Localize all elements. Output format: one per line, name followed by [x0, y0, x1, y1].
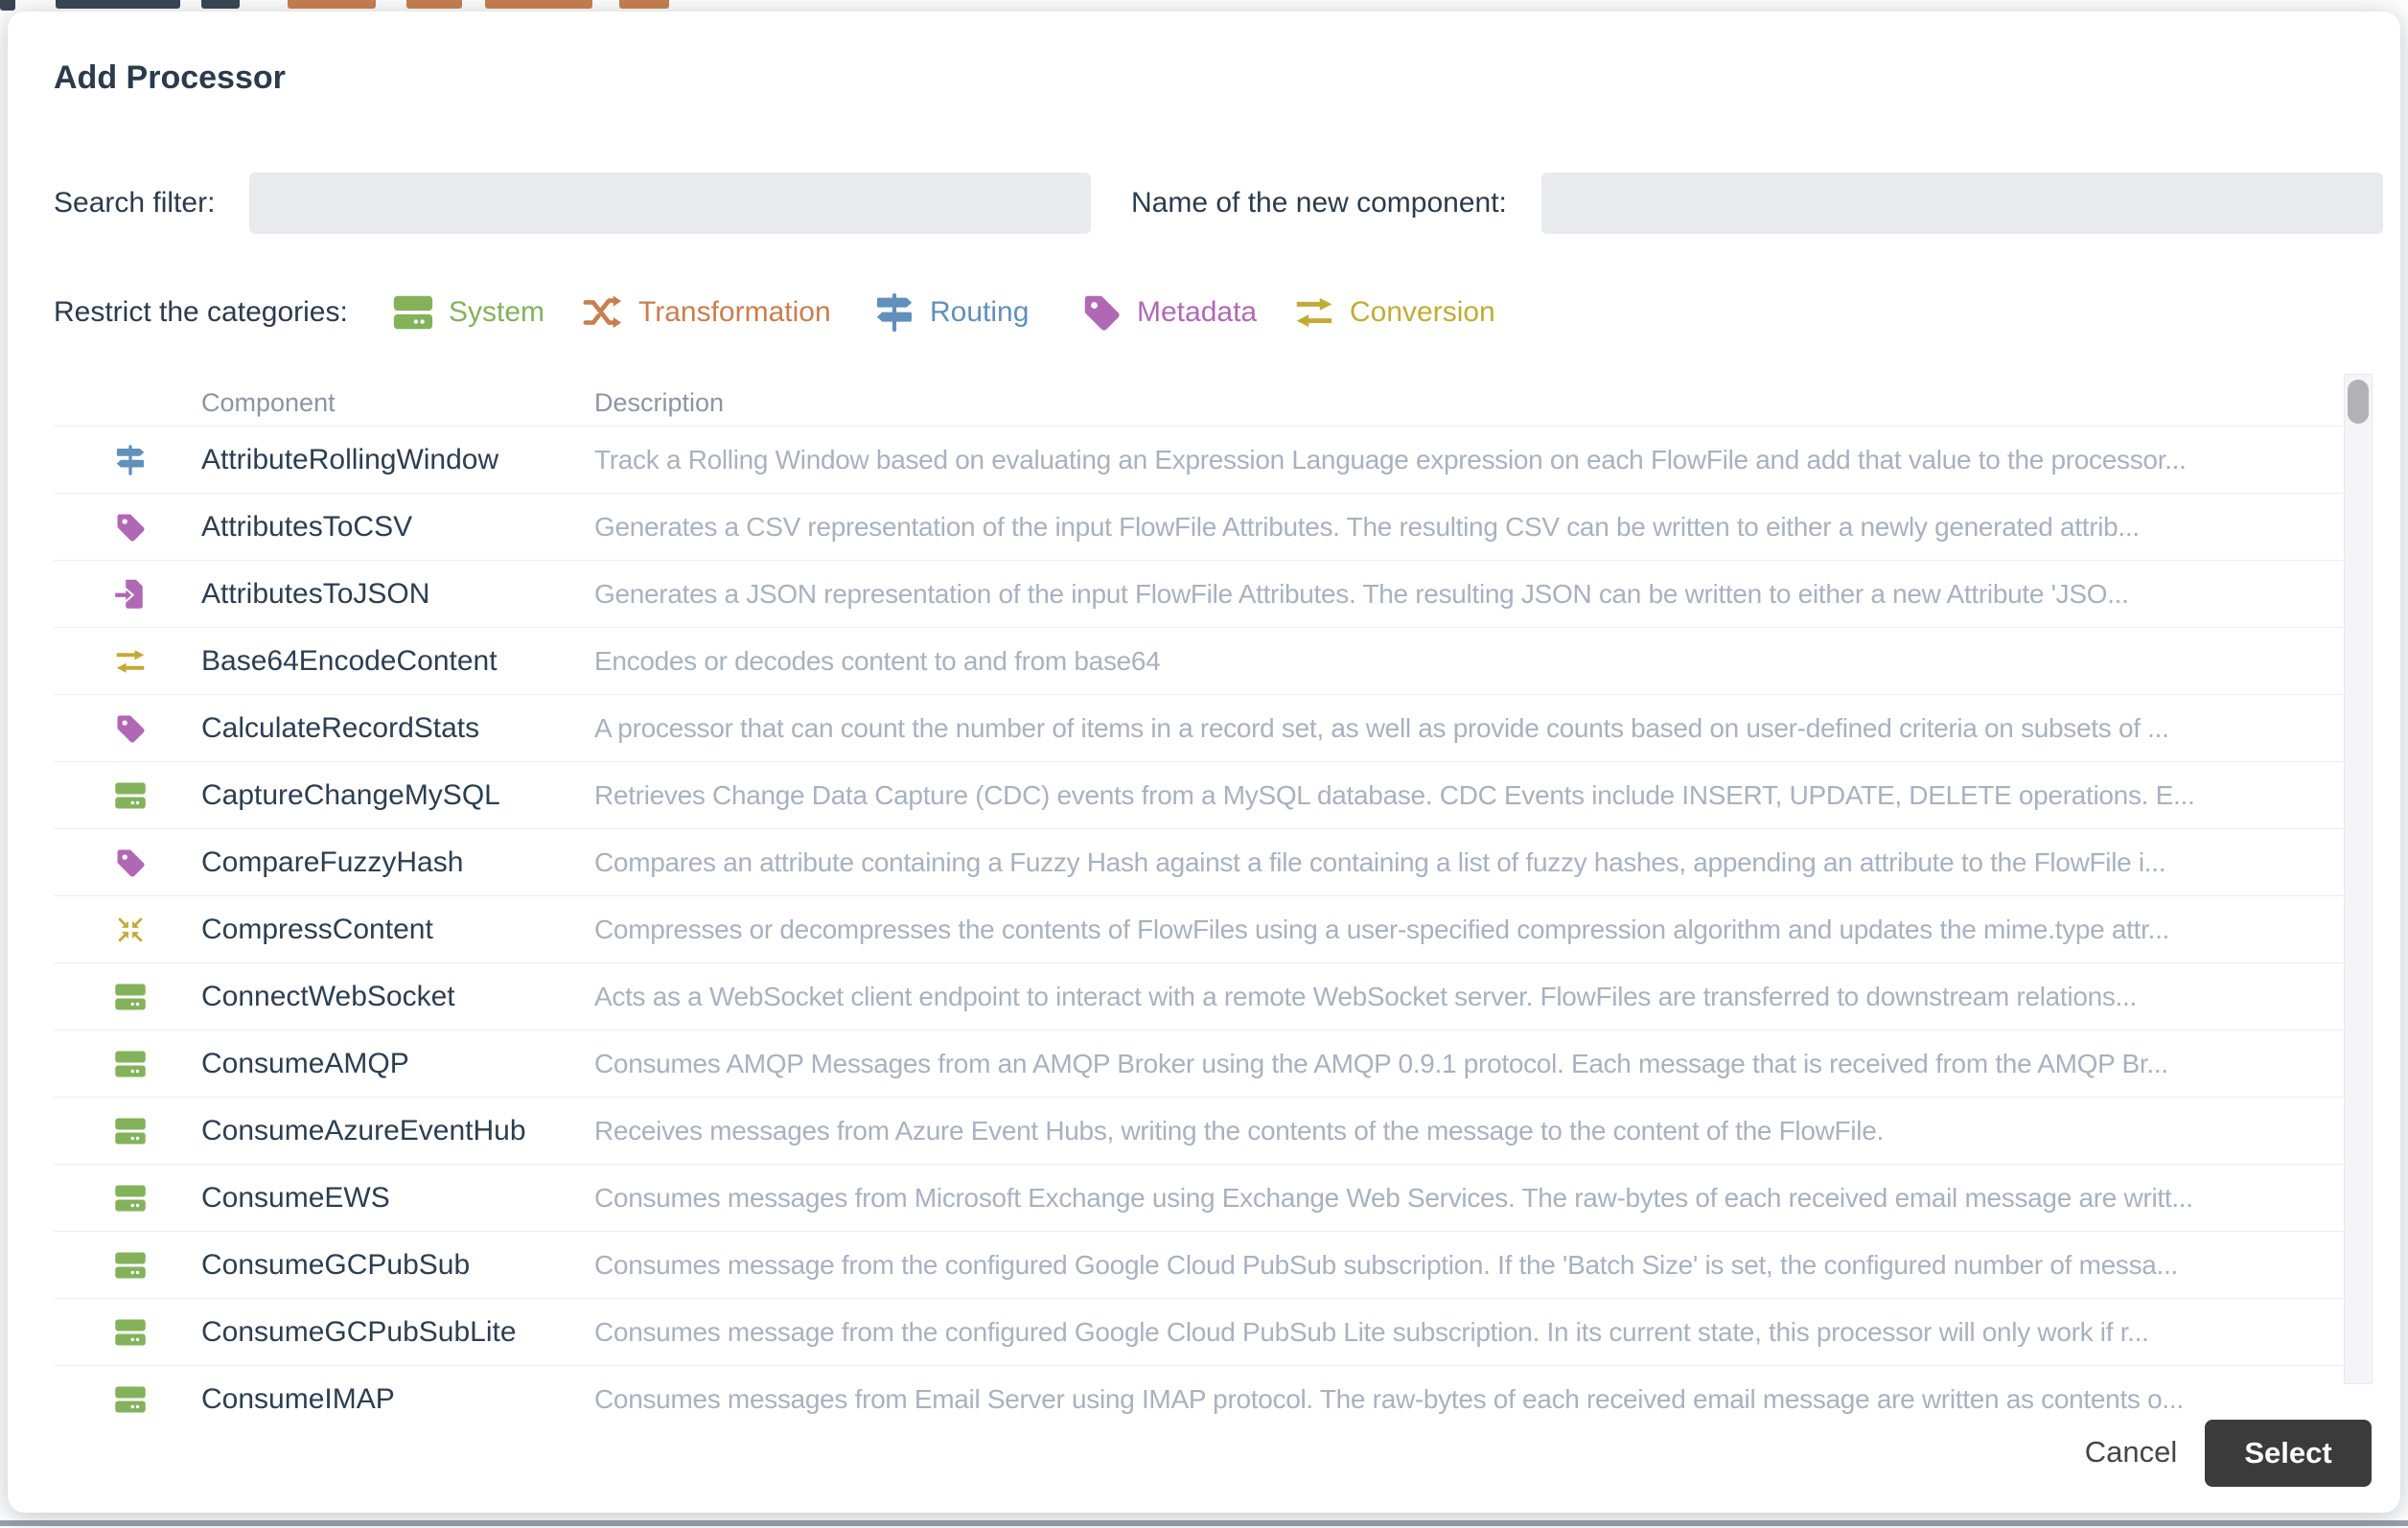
- server-icon: [113, 1114, 148, 1148]
- description-column-header: Description: [594, 388, 725, 417]
- component-description: Track a Rolling Window based on evaluating an Expression Language expression on each FlowFile and add that value to the processor...: [594, 444, 2187, 475]
- component-name: ConnectWebSocket: [201, 980, 455, 1012]
- category-filter-transformation[interactable]: [581, 282, 831, 343]
- tag-icon: [113, 845, 148, 880]
- table-row[interactable]: [54, 761, 2344, 828]
- table-row[interactable]: [54, 828, 2344, 895]
- category-label: System: [449, 296, 545, 328]
- component-description: Acts as a WebSocket client endpoint to interact with a remote WebSocket server. FlowFiles are transferred to downstream relations...: [594, 981, 2137, 1011]
- background-page-edge: [0, 0, 2408, 12]
- component-description: Consumes message from the configured Google Cloud PubSub subscription. If the 'Batch Size' is set, the configured number of messa...: [594, 1249, 2178, 1280]
- category-label: Routing: [930, 296, 1030, 328]
- server-icon: [113, 1248, 148, 1283]
- category-filter-routing[interactable]: [872, 282, 1029, 343]
- component-name: CompressContent: [201, 913, 433, 945]
- component-table: [54, 426, 2344, 1415]
- component-name: AttributesToJSON: [201, 577, 430, 610]
- component-description: A processor that can count the number of items in a record set, as well as provide counts based on user-defined criteria on subsets of ...: [594, 712, 2169, 743]
- component-name: CompareFuzzyHash: [201, 845, 464, 878]
- category-label: Conversion: [1350, 296, 1495, 328]
- component-name: AttributeRollingWindow: [201, 443, 499, 475]
- component-description: Compresses or decompresses the contents of FlowFiles using a user-specified compression algorithm and updates the mime.type attr...: [594, 914, 2170, 944]
- category-label: Transformation: [638, 296, 831, 328]
- component-description: Consumes message from the configured Google Cloud PubSub Lite subscription. In its current state, this processor will only work if r...: [594, 1316, 2149, 1347]
- component-description: Encodes or decodes content to and from base64: [594, 645, 1161, 676]
- server-icon: [113, 980, 148, 1014]
- background-partial-element: [619, 0, 669, 9]
- compress-icon: [113, 913, 148, 947]
- exchange-icon: [113, 644, 148, 679]
- server-icon: [113, 1047, 148, 1081]
- background-partial-element: [288, 0, 376, 9]
- component-description: Compares an attribute containing a Fuzzy Hash against a file containing a list of fuzzy hashes, appending an attribute to the FlowFile i...: [594, 846, 2166, 877]
- table-row[interactable]: [54, 493, 2344, 560]
- component-name: ConsumeGCPubSubLite: [201, 1315, 517, 1348]
- component-description: Consumes AMQP Messages from an AMQP Broker using the AMQP 0.9.1 protocol. Each message that is received from the AMQP Br...: [594, 1048, 2168, 1078]
- component-description: Consumes messages from Microsoft Exchange using Exchange Web Services. The raw-bytes of each received email message are writt...: [594, 1182, 2193, 1213]
- server-icon: [113, 1382, 148, 1417]
- background-partial-element: [201, 0, 240, 9]
- dialog-title: Add Processor: [54, 59, 286, 96]
- background-partial-element: [406, 0, 462, 9]
- shuffle-icon: [581, 290, 625, 335]
- background-partial-element: [485, 0, 592, 9]
- new-component-name-label: Name of the new component:: [1131, 187, 1507, 219]
- component-name: ConsumeGCPubSub: [201, 1248, 471, 1281]
- table-row[interactable]: [54, 694, 2344, 761]
- add-processor-dialog: [8, 12, 2400, 1513]
- table-row[interactable]: [54, 1365, 2344, 1432]
- table-row[interactable]: [54, 962, 2344, 1030]
- table-row[interactable]: [54, 895, 2344, 962]
- tag-icon: [113, 510, 148, 544]
- select-button[interactable]: Select: [2205, 1420, 2372, 1487]
- category-label: Metadata: [1137, 296, 1258, 328]
- category-filter-system[interactable]: [391, 282, 544, 343]
- component-name: ConsumeEWS: [201, 1181, 390, 1214]
- background-partial-element: [56, 0, 180, 9]
- component-description: Generates a JSON representation of the input FlowFile Attributes. The resulting JSON can be written to either a new Attribute 'JSO...: [594, 578, 2129, 609]
- component-name: AttributesToCSV: [201, 510, 413, 543]
- component-name: ConsumeAMQP: [201, 1047, 409, 1079]
- table-row[interactable]: [54, 1298, 2344, 1365]
- component-column-header: Component: [201, 388, 336, 417]
- component-description: Receives messages from Azure Event Hubs, writing the contents of the message to the content of the FlowFile.: [594, 1115, 1884, 1146]
- table-row[interactable]: [54, 627, 2344, 694]
- restrict-categories-label: Restrict the categories:: [54, 296, 348, 328]
- background-partial-element: [0, 0, 15, 11]
- signpost-icon: [113, 443, 148, 477]
- tag-icon: [1079, 290, 1123, 335]
- category-filter-conversion[interactable]: [1292, 282, 1495, 343]
- table-row[interactable]: [54, 426, 2344, 493]
- background-bottom-edge: [0, 1520, 2408, 1526]
- new-component-name-input[interactable]: [1541, 173, 2383, 234]
- component-name: Base64EncodeContent: [201, 644, 498, 677]
- search-filter-input[interactable]: [249, 173, 1091, 234]
- component-description: Consumes messages from Email Server using IMAP protocol. The raw-bytes of each received email message are written as contents o...: [594, 1383, 2184, 1414]
- scrollbar-thumb[interactable]: [2348, 380, 2369, 424]
- server-icon: [113, 778, 148, 813]
- server-icon: [113, 1315, 148, 1350]
- component-name: ConsumeAzureEventHub: [201, 1114, 526, 1146]
- table-row[interactable]: [54, 1097, 2344, 1164]
- table-row[interactable]: [54, 560, 2344, 627]
- signpost-icon: [872, 290, 916, 335]
- table-row[interactable]: [54, 1030, 2344, 1097]
- file-export-icon: [113, 577, 148, 612]
- component-description: Retrieves Change Data Capture (CDC) events from a MySQL database. CDC Events include INSERT, UPDATE, DELETE operations. E...: [594, 779, 2195, 810]
- table-row[interactable]: [54, 1164, 2344, 1231]
- tag-icon: [113, 711, 148, 746]
- table-row[interactable]: [54, 1231, 2344, 1298]
- component-name: CaptureChangeMySQL: [201, 778, 500, 811]
- cancel-button[interactable]: Cancel: [2059, 1421, 2203, 1484]
- server-icon: [113, 1181, 148, 1215]
- search-filter-label: Search filter:: [54, 187, 216, 219]
- exchange-icon: [1292, 290, 1336, 335]
- category-filter-metadata[interactable]: [1079, 282, 1257, 343]
- server-icon: [391, 290, 435, 335]
- component-name: ConsumeIMAP: [201, 1382, 395, 1415]
- table-scrollbar[interactable]: [2344, 374, 2373, 1384]
- component-description: Generates a CSV representation of the input FlowFile Attributes. The resulting CSV can be written to either a newly generated attrib...: [594, 511, 2140, 542]
- component-name: CalculateRecordStats: [201, 711, 480, 744]
